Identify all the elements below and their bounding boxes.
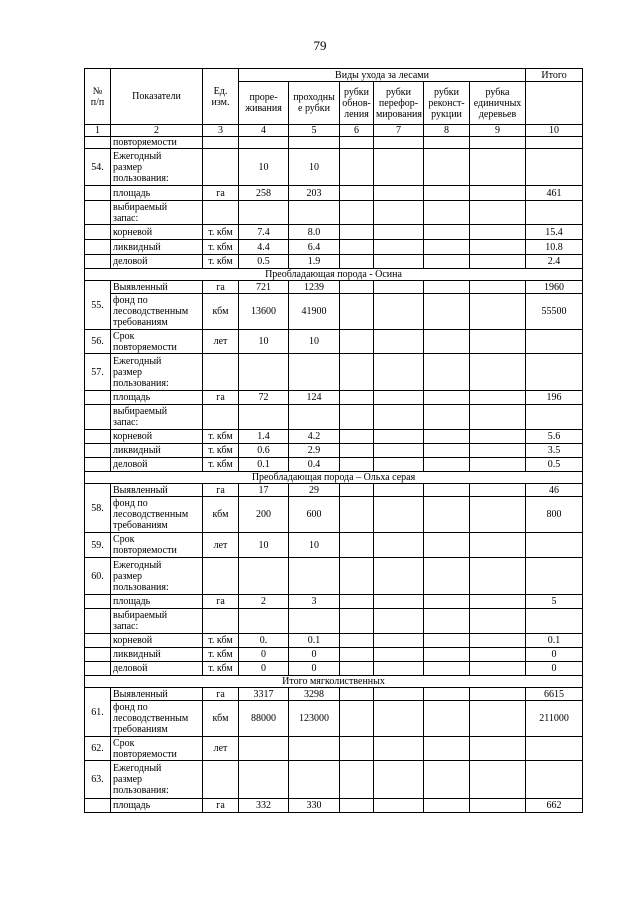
table-row: 62. Срок повторяемости лет [85,737,583,761]
header-reformation-cutting: рубки перефор- мирования [374,82,424,125]
section-total-softwood: Итого мягколиственных [85,676,583,688]
table-row: 63. Ежегодный размер пользования: [85,761,583,799]
page-number: 79 [313,38,327,53]
table-row: фонд по лесоводственным требованиям кбм 88000 123000 211000 [85,701,583,737]
table-row: фонд по лесоводственным требованиям кбм 200 600 800 [85,497,583,533]
table-row: 55. Выявленный га 721 1239 1960 [85,281,583,294]
header-reconstruction-cutting: рубки реконст- рукции [424,82,470,125]
table-row: корневой т. кбм 7.4 8.0 15.4 [85,225,583,240]
table-row: 56. Срок повторяемости лет 10 10 [85,330,583,354]
table-row: площадь га 72 124 196 [85,391,583,405]
table-row: повторяемости [85,137,583,149]
table-row: деловой т. кбм 0.1 0.4 0.5 [85,458,583,472]
header-indicators: Показатели [111,69,203,125]
table-row: ликвидный т. кбм 0.6 2.9 3.5 [85,444,583,458]
table-row: 59. Срок повторяемости лет 10 10 [85,533,583,558]
table-row: деловой т. кбм 0.5 1.9 2.4 [85,255,583,269]
table-row: корневой т. кбм 1.4 4.2 5.6 [85,430,583,444]
header-passage-cutting: проходны е рубки [289,82,340,125]
table-row: 61. Выявленный га 3317 3298 6615 [85,688,583,701]
table-row: ликвидный т. кбм 0 0 0 [85,648,583,662]
table-row: 60. Ежегодный размер пользования: [85,558,583,595]
table-row: выбираемый запас: [85,609,583,634]
forest-care-table [84,68,583,813]
table-row: выбираемый запас: [85,405,583,430]
header-thinning: проре- живания [239,82,289,125]
table-row: корневой т. кбм 0. 0.1 0.1 [85,634,583,648]
table-row: площадь га 2 3 5 [85,595,583,609]
table-row: площадь га 332 330 662 [85,799,583,813]
header-single-tree-cutting: рубка единичных деревьев [470,82,526,125]
table-row: деловой т. кбм 0 0 0 [85,662,583,676]
section-grey-alder: Преобладающая порода – Ольха серая [85,472,583,484]
table-row: выбираемый запас: [85,201,583,225]
table-row: площадь га 258 203 461 [85,186,583,201]
table-row: ликвидный т. кбм 4.4 6.4 10.8 [85,240,583,255]
table-row: фонд по лесоводственным требованиям кбм 13600 41900 55500 [85,294,583,330]
header-total: Итого [526,69,583,82]
table-row: 54. Ежегодный размер пользования: 10 10 [85,149,583,186]
column-index-row: 1 2 3 4 5 6 7 8 9 10 [85,125,583,137]
section-aspen: Преобладающая порода - Осина [85,269,583,281]
header-care-types: Виды ухода за лесами [239,69,526,82]
header-unit: Ед. изм. [203,69,239,125]
table-row: 58. Выявленный га 17 29 46 [85,484,583,497]
table-row: 57. Ежегодный размер пользования: [85,354,583,391]
header-num: № п/п [85,69,111,125]
header-renewal-cutting: рубки обнов- ления [340,82,374,125]
